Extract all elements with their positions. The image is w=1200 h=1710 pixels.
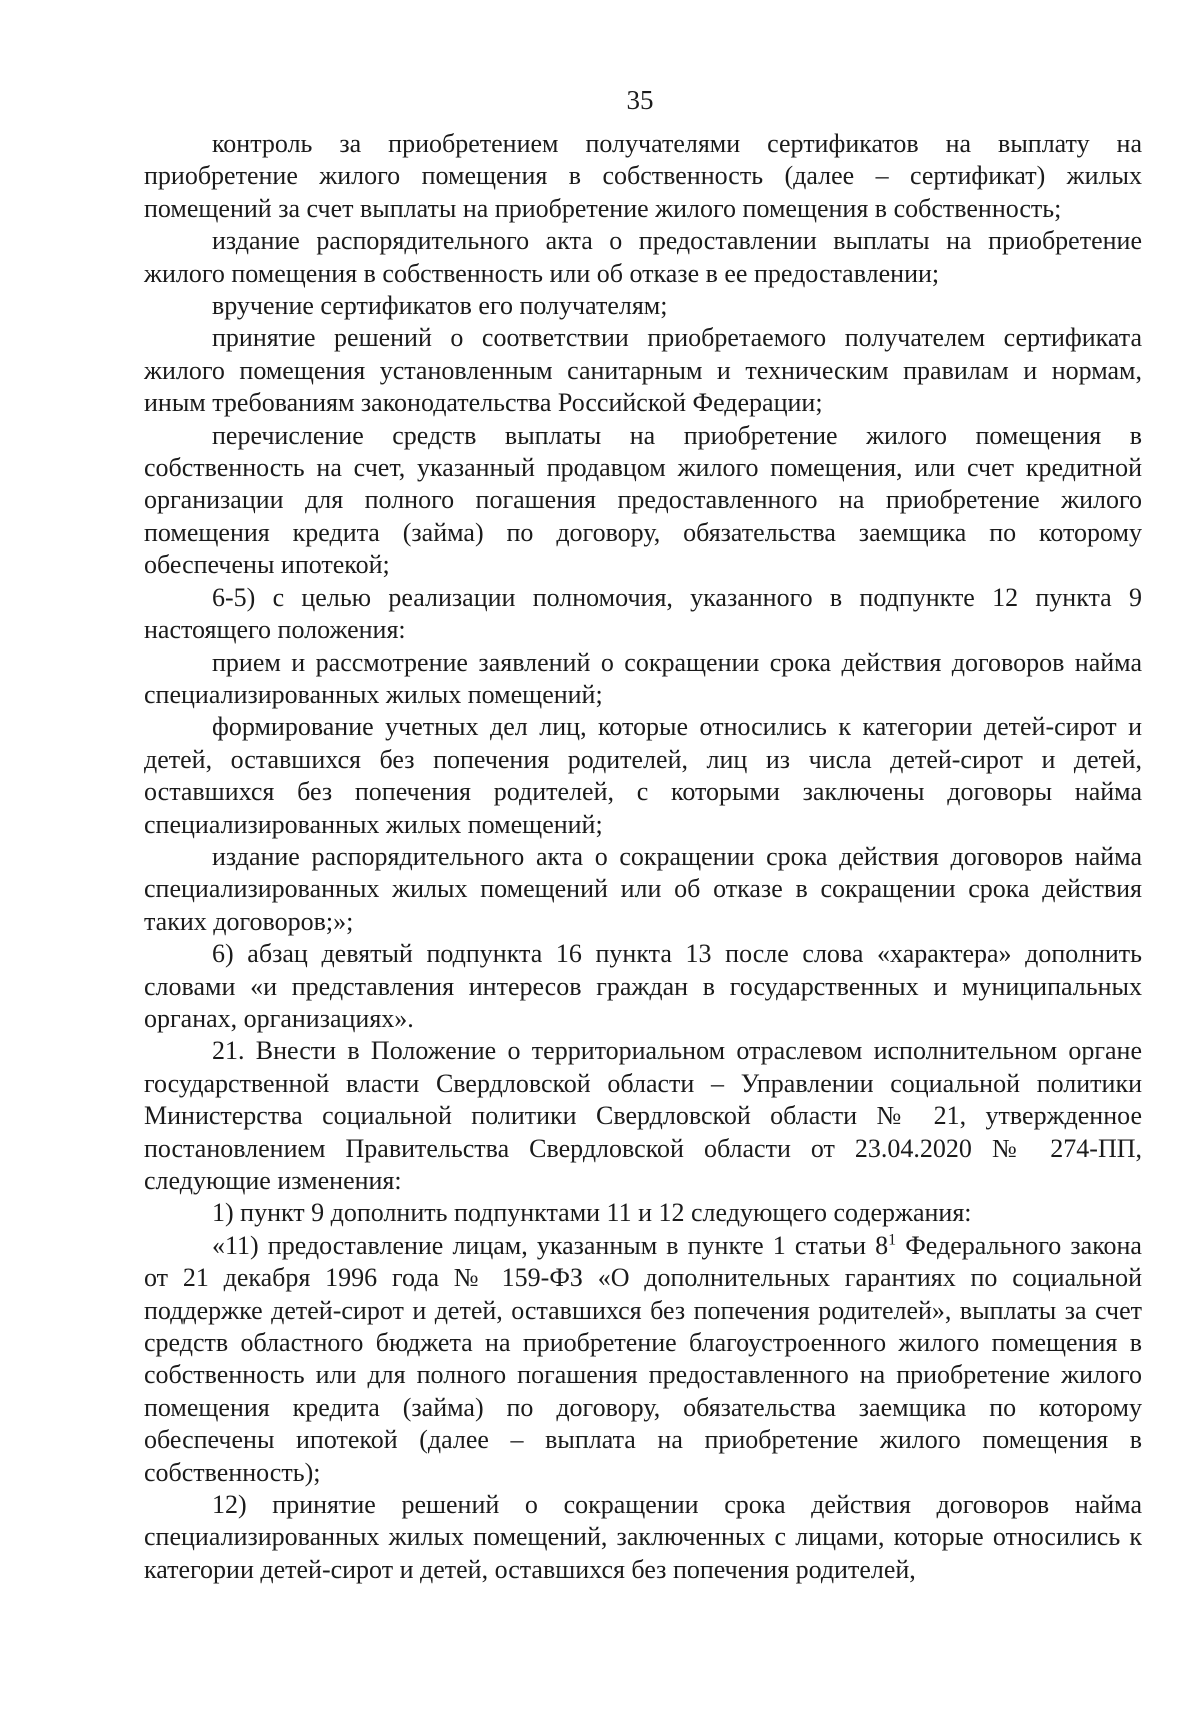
text-span: Федерального закона от 21 декабря 1996 года № 159-ФЗ «О дополнительных гарантиях по социальной поддержке детей-сирот и детей, оставшихся без попечения родителей», выплаты за счет средств областного бюджета на приобретение благоустроенного жилого помещения в собственность или для полного погашения предоставленного на приобретение жилого помещения кредита (займа) по договору, обязательства заемщика по которому обеспечены ипотекой (далее – выплата на приобретение жилого помещения в собственность); <box>144 1230 1142 1487</box>
paragraph: перечисление средств выплаты на приобретение жилого помещения в собственность на счет, указанный продавцом жилого помещения, или счет кредитной организации для полного погашения предоставленного на приобретение жилого помещения кредита (займа) по договору, обязательства заемщика по которому обеспечены ипотекой; <box>144 420 1142 580</box>
paragraph: 1) пункт 9 дополнить подпунктами 11 и 12 следующего содержания: <box>212 1198 972 1228</box>
paragraph: издание распорядительного акта о сокращении срока действия договоров найма специализированных жилых помещений или об отказе в сокращении срока действия таких договоров;»; <box>144 841 1142 936</box>
document-body <box>144 128 1142 1586</box>
paragraph: 6) абзац девятый подпункта 16 пункта 13 после слова «характера» дополнить словами «и представления интересов граждан в государственных и муниципальных органах, организациях». <box>144 939 1142 1033</box>
paragraph: контроль за приобретением получателями сертификатов на выплату на приобретение жилого помещения в собственность (далее – сертификат) жилых помещений за счет выплаты на приобретение жилого помещения в собственность; <box>144 129 1142 223</box>
paragraph-with-superscript <box>144 1230 1142 1489</box>
paragraph: прием и рассмотрение заявлений о сокращении срока действия договоров найма специализированных жилых помещений; <box>144 647 1142 709</box>
paragraph: принятие решений о соответствии приобретаемого получателем сертификата жилого помещения установленным санитарным и техническим правилам и нормам, иным требованиям законодательства Российской Федерации; <box>144 323 1142 418</box>
paragraph: 21. Внести в Положение о территориальном отраслевом исполнительном органе государственной власти Свердловской области – Управлении социальной политики Министерства социальной политики Свердловской области № 21, утвержденное постановлением Правительства Свердловской области от 23.04.2020 № 274-ПП, следующие изменения: <box>144 1036 1142 1195</box>
text-span: «11) предоставление лицам, указанным в пункте 1 статьи 8 <box>212 1230 889 1260</box>
paragraph: формирование учетных дел лиц, которые относились к категории детей-сирот и детей, оставшихся без попечения родителей, лиц из числа детей-сирот и детей, оставшихся без попечения родителей, с которыми заключены договоры найма специализированных жилых помещений; <box>144 712 1142 839</box>
superscript: 1 <box>888 1231 897 1249</box>
paragraph: 6-5) с целью реализации полномочия, указанного в подпункте 12 пункта 9 настоящего положения: <box>144 582 1142 645</box>
paragraph: вручение сертификатов его получателям; <box>212 291 668 321</box>
page-number: 35 <box>626 85 654 115</box>
paragraph: 12) принятие решений о сокращении срока действия договоров найма специализированных жилых помещений, заключенных с лицами, которые относились к категории детей-сирот и детей, оставшихся без попечения родителей, <box>144 1490 1142 1584</box>
paragraph: издание распорядительного акта о предоставлении выплаты на приобретение жилого помещения в собственность или об отказе в ее предоставлении; <box>144 226 1142 288</box>
